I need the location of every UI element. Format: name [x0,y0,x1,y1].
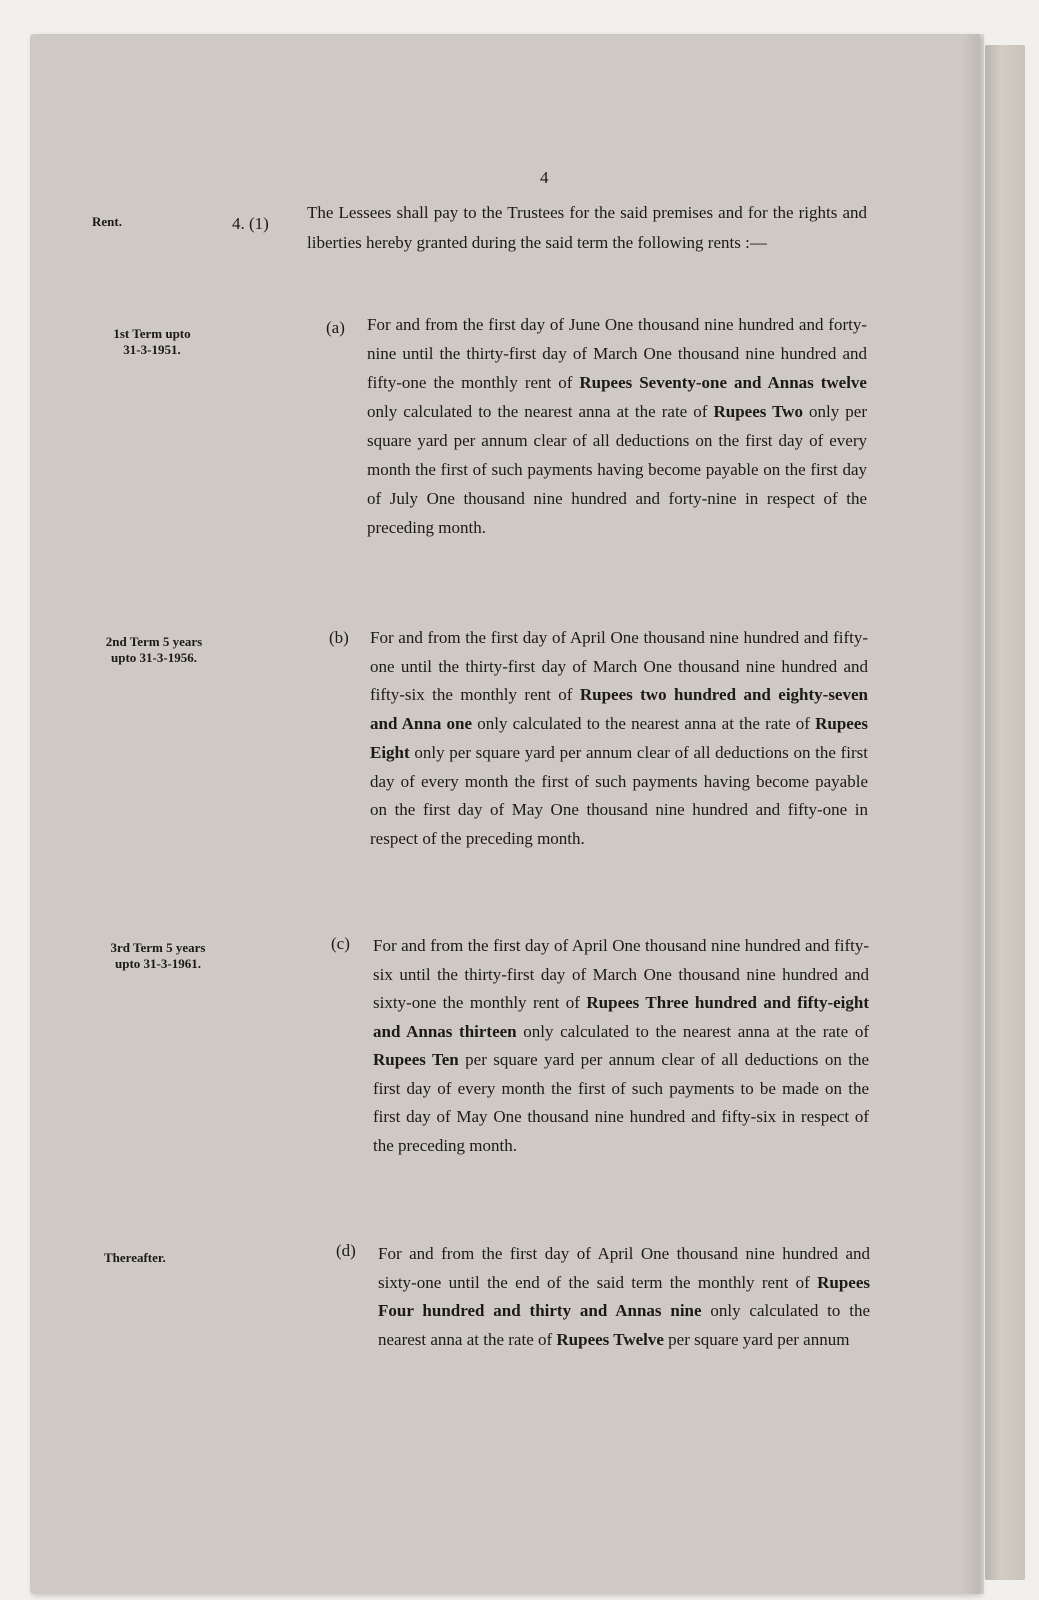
item-c-bold-1: Rupees Three hundred and fifty-eight and Annas thirteen [373,993,869,1041]
item-b-text-1: For and from the first day of April One thousand nine hundred and fifty-one until the thirty-first day of March One thousand nine hundred and fifty-six the monthly rent of [370,628,868,705]
margin-note-term-3: 3rd Term 5 years upto 31-3-1961. [110,940,206,971]
margin-note-term-1: 1st Term upto 31-3-1951. [113,326,191,357]
item-c-text-1: For and from the first day of April One thousand nine hundred and fifty-six until the thirty-first day of March One thousand nine hundred and sixty-one the monthly rent of [373,936,869,1012]
item-label-c: (c) [331,934,350,953]
item-a-text-3: only per square yard per annum clear of all deductions on the first day of every month the first of such payments having become payable on the first day of July One thousand nine hundred and forty-nine in respect of the preceding month. [367,402,867,537]
item-paragraph-a [367,310,867,542]
item-d-text-2: only calculated to the nearest anna at the rate of [378,1301,870,1349]
item-d-bold-1: Rupees Four hundred and thirty and Annas nine [378,1272,870,1320]
item-paragraph-c [373,932,869,1160]
item-b-text-3: only per square yard per annum clear of all deductions on the first day of every month the first of such payments having become payable on the first day of May One thousand nine hundred and fifty-one in respect of the preceding month. [370,742,868,848]
item-d-text-3: per square yard per annum [663,1329,850,1349]
item-a-text-1: For and from the first day of June One thousand nine hundred and forty-nine until the thirty-first day of March One thousand nine hundred and fifty-one the monthly rent of [367,315,867,392]
item-a-bold-1: Rupees Seventy-one and Annas twelve [579,373,867,392]
clause-intro: The Lessees shall pay to the Trustees for the said premises and for the rights and liberties hereby granted during the said term the following rents :— [307,203,867,252]
item-a-bold-2: Rupees Two [713,402,803,421]
item-label-d: (d) [336,1241,356,1260]
item-c-text-2: only calculated to the nearest anna at the rate of [516,1021,869,1041]
margin-note-thereafter: Thereafter. [104,1250,166,1265]
item-label-b: (b) [329,628,349,647]
item-a-text-2: only calculated to the nearest anna at the rate of [367,402,714,421]
margin-note-term-2: 2nd Term 5 years upto 31-3-1956. [105,634,203,665]
item-paragraph-d [378,1240,870,1354]
item-c-bold-2: Rupees Ten [373,1050,459,1069]
item-b-text-2: only calculated to the nearest anna at the rate of [472,714,816,734]
item-b-bold-1: Rupees two hundred and eighty-seven and Anna one [370,685,868,734]
margin-note-rent: Rent. [92,214,122,229]
item-d-text-1: For and from the first day of April One thousand nine hundred and sixty-one until the end of the said term the monthly rent of [378,1244,870,1292]
item-label-a: (a) [326,318,345,337]
item-paragraph-b [370,624,868,854]
next-page-edge [985,45,1025,1580]
item-b-bold-2: Rupees Eight [370,714,868,762]
clause-number: 4. (1) [232,214,269,233]
item-d-bold-2: Rupees Twelve [556,1329,664,1349]
item-c-text-3: per square yard per annum clear of all deductions on the first day of every month the first of such payments to be made on the first day of May One thousand nine hundred and fifty-six in respect of the preceding month. [373,1050,869,1155]
page-number: 4 [540,168,549,187]
page-gutter-shadow [962,34,984,1594]
